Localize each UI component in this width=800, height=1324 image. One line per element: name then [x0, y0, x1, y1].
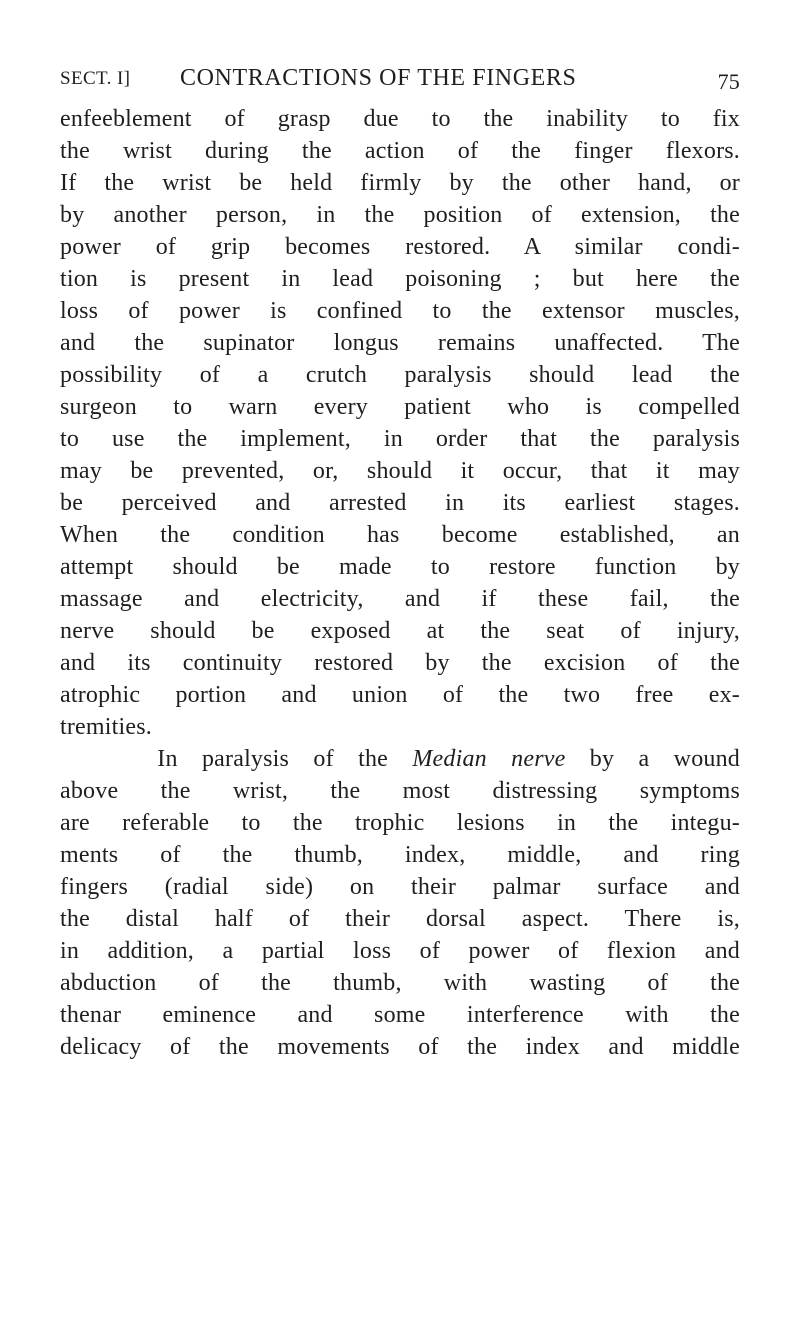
section-label: SECT. I]: [60, 68, 131, 89]
text-line: When the condition has become established, an: [60, 522, 740, 548]
text-line: in addition, a partial loss of power of flexion and: [60, 938, 740, 964]
text-line: tremities.: [60, 714, 152, 740]
text-line: surgeon to warn every patient who is compelled: [60, 394, 740, 420]
text-line: atrophic portion and union of the two free ex-: [60, 682, 740, 708]
text-line: and the supinator longus remains unaffected. The: [60, 330, 740, 356]
indent-space: [60, 746, 157, 772]
text-line: delicacy of the movements of the index and middle: [60, 1034, 740, 1060]
text-run: In paralysis of the: [157, 746, 413, 772]
text-line: and its continuity restored by the excision of the: [60, 650, 740, 676]
text-line: thenar eminence and some interference with the: [60, 1002, 740, 1028]
text-line: fingers (radial side) on their palmar surface and: [60, 874, 740, 900]
paragraph-opening-line: [60, 743, 740, 775]
text-line: by another person, in the position of extension, the: [60, 202, 740, 228]
text-line: to use the implement, in order that the paralysis: [60, 426, 740, 452]
text-line: above the wrist, the most distressing symptoms: [60, 778, 740, 804]
text-line: nerve should be exposed at the seat of injury,: [60, 618, 740, 644]
text-line: abduction of the thumb, with wasting of the: [60, 970, 740, 996]
page-number: 75: [717, 69, 740, 94]
body-text: [60, 103, 740, 1063]
chapter-title: CONTRACTIONS OF THE FINGERS: [180, 65, 577, 91]
text-line: are referable to the trophic lesions in the integu-: [60, 810, 740, 836]
text-run: by a wound: [565, 746, 740, 772]
text-line: If the wrist be held firmly by the other hand, or: [60, 170, 740, 196]
text-line: ments of the thumb, index, middle, and ring: [60, 842, 740, 868]
text-line: may be prevented, or, should it occur, that it may: [60, 458, 740, 484]
running-head: [60, 62, 740, 94]
text-line: attempt should be made to restore function by: [60, 554, 740, 580]
text-line: tion is present in lead poisoning ; but here the: [60, 266, 740, 292]
text-line: the wrist during the action of the finger flexors.: [60, 138, 740, 164]
text-line: massage and electricity, and if these fail, the: [60, 586, 740, 612]
text-line: power of grip becomes restored. A similar condi-: [60, 234, 740, 260]
text-line: enfeeblement of grasp due to the inability to fix: [60, 106, 740, 132]
text-line: possibility of a crutch paralysis should lead the: [60, 362, 740, 388]
text-line: loss of power is confined to the extensor muscles,: [60, 298, 740, 324]
text-line: be perceived and arrested in its earliest stages.: [60, 490, 740, 516]
italic-term: Median nerve: [412, 746, 566, 772]
text-line: the distal half of their dorsal aspect. There is,: [60, 906, 740, 932]
